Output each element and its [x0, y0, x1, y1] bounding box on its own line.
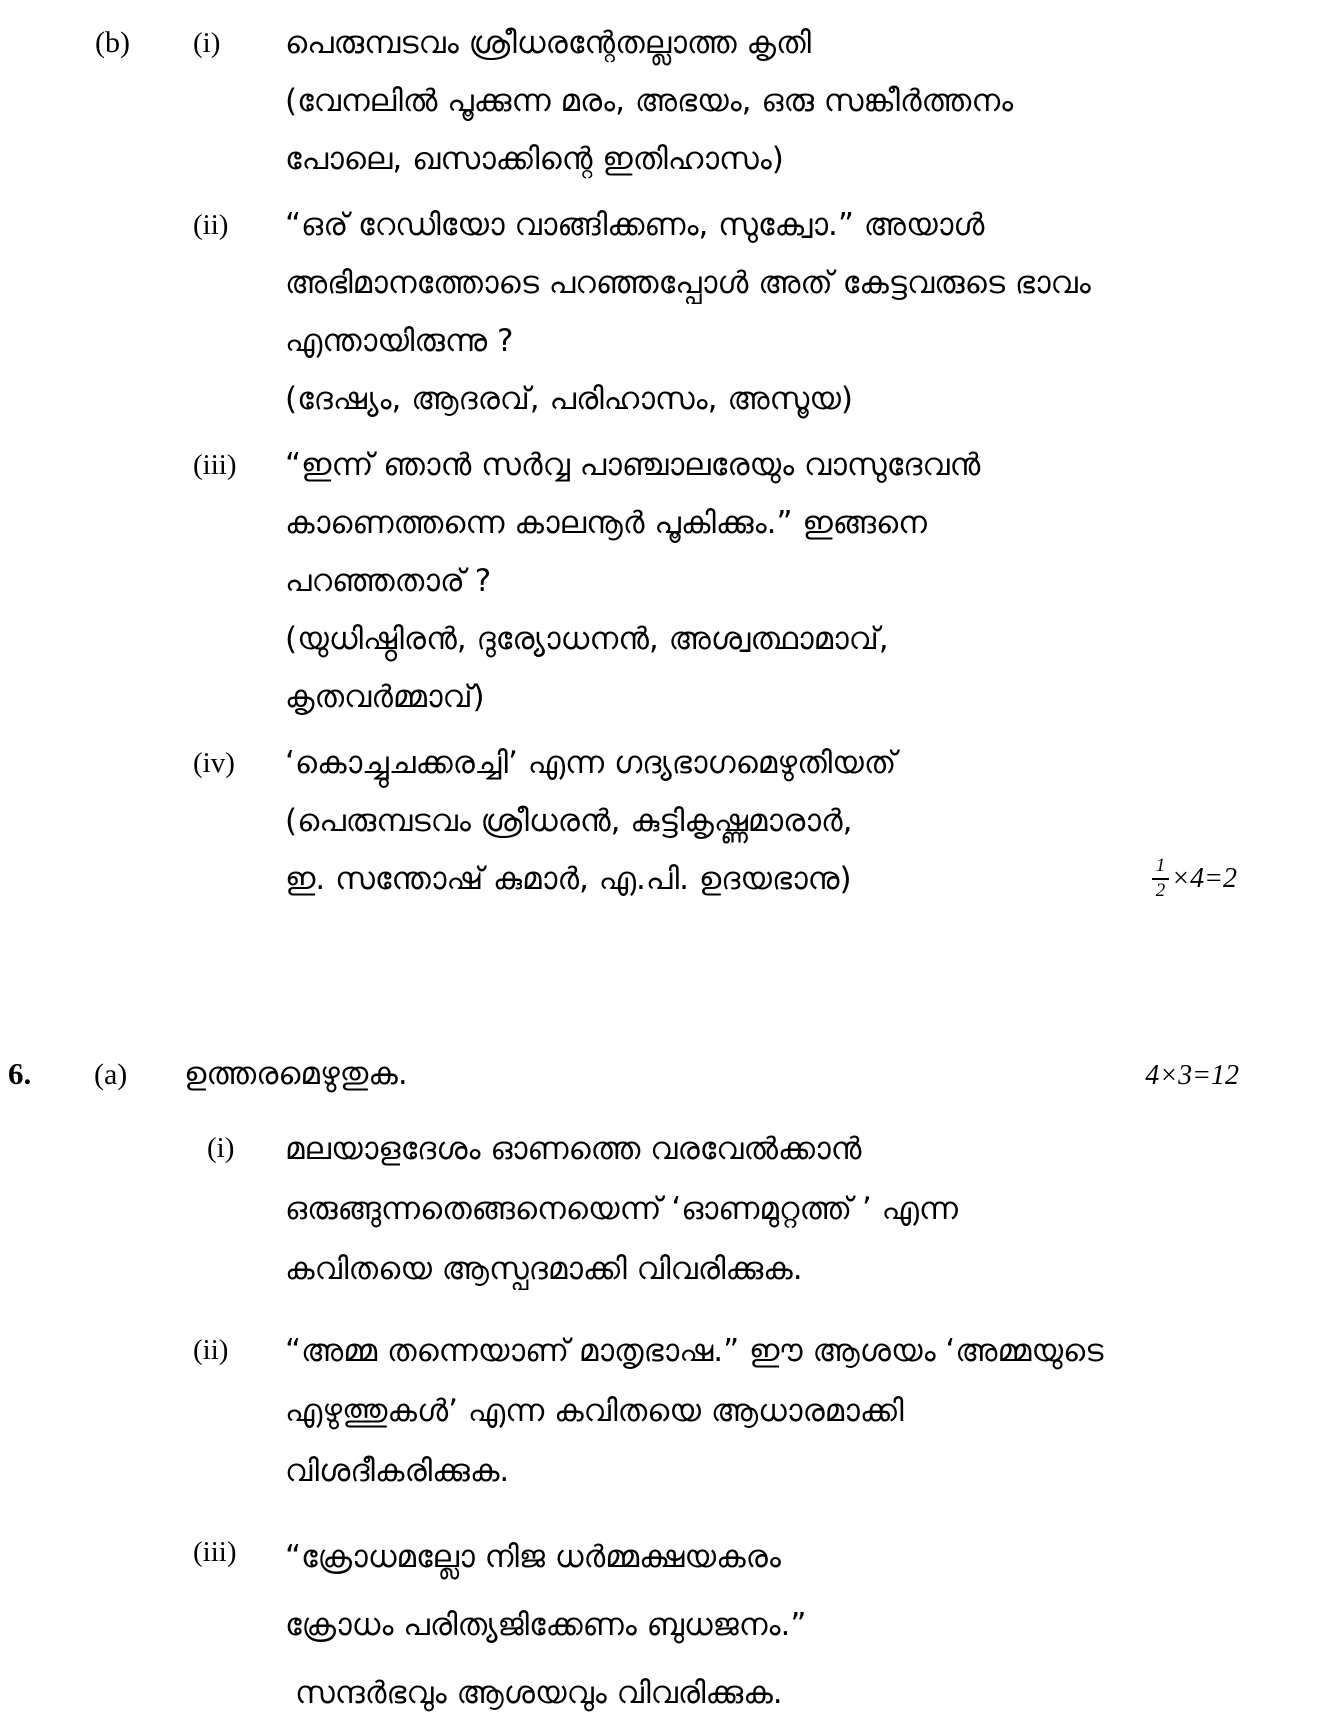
question-line: (ദേഷ്യം, ആദരവ്, പരിഹാസം, അസൂയ) [285, 381, 854, 417]
question-b-label: (b) [95, 26, 130, 59]
question-line: കാണെത്തന്നെ കാലനൂർ പൂകിക്കും.” ഇങ്ങനെ [285, 505, 927, 541]
roman-label-ii: (ii) [193, 1334, 229, 1366]
question-line: (പെരുമ്പടവം ശ്രീധരൻ, കുട്ടികൃഷ്ണമാരാർ, [285, 803, 853, 839]
fraction-one-half [1152, 856, 1170, 902]
marks-suffix: ×4=2 [1171, 863, 1237, 894]
question-line: പെരുമ്പടവം ശ്രീധരന്റേതല്ലാത്ത കൃതി [285, 25, 812, 61]
question-text-block [285, 1321, 1323, 1501]
question-6-item-i [0, 1119, 1323, 1299]
marks-four-times-three: 4×3=12 [1145, 1060, 1239, 1091]
question-6-header [0, 1056, 1323, 1093]
question-text-block [285, 436, 1323, 726]
question-b-item-iv [0, 734, 1323, 908]
question-6-section [0, 1056, 1323, 1727]
question-line: (യുധിഷ്ഠിരൻ, ദുര്യോധനൻ, അശ്വത്ഥാമാവ്, [285, 621, 889, 657]
fraction-denominator: 2 [1155, 880, 1166, 901]
roman-label-iv: (iv) [193, 747, 235, 779]
question-text-block [285, 196, 1323, 428]
question-line: ക്രോധം പരിത്യജിക്കേണം ബുധജനം.” [285, 1607, 807, 1643]
question-line: (വേനലിൽ പൂക്കുന്ന മരം, അഭയം, ഒരു സങ്കീർത്തനം [285, 83, 1014, 119]
question-line: ‘കൊച്ചുചക്കരച്ചി’ എന്ന ഗദ്യഭാഗമെഴുതിയത് [285, 745, 897, 781]
question-line: എഴുത്തുകൾ’ എന്ന കവിതയെ ആധാരമാക്കി [285, 1393, 904, 1429]
question-text-block [285, 14, 1323, 188]
question-line: വിശദീകരിക്കുക. [285, 1453, 510, 1489]
question-line: ഇ. സന്തോഷ് കുമാർ, എ.പി. ഉദയഭാനു) [285, 861, 852, 897]
question-b-section [0, 14, 1323, 908]
question-line: “ഒര് റേഡിയോ വാങ്ങിക്കണം, സുക്വോ.” അയാൾ [285, 207, 985, 243]
question-line: ഒരുങ്ങുന്നതെങ്ങനെയെന്ന് ‘ഓണമുറ്റത്ത് ’ എന്ന [285, 1191, 958, 1227]
roman-label-i: (i) [207, 1132, 235, 1164]
question-text-block [285, 1523, 1323, 1727]
question-line: “ക്രോധമല്ലോ നിജ ധർമ്മക്ഷയകരം [285, 1539, 781, 1575]
marks-half-times-four [1152, 850, 1237, 908]
question-6-item-ii [0, 1321, 1323, 1501]
roman-label-iii: (iii) [193, 1536, 237, 1568]
question-heading-row [184, 1056, 1323, 1093]
question-text-block [285, 1119, 1323, 1299]
question-sub-label: (a) [94, 1058, 128, 1091]
question-6-item-iii [0, 1523, 1323, 1727]
question-line: അഭിമാനത്തോടെ പറഞ്ഞപ്പോൾ അത് കേട്ടവരുടെ ഭാവം [285, 265, 1091, 301]
question-b-item-iii [0, 436, 1323, 726]
question-line-with-marks [285, 850, 1263, 908]
question-line: പറഞ്ഞതാര് ? [285, 563, 492, 599]
question-b-item-i [0, 14, 1323, 188]
question-line: കവിതയെ ആസ്പദമാക്കി വിവരിക്കുക. [285, 1251, 803, 1287]
question-text-block [285, 734, 1323, 908]
question-line: മലയാളദേശം ഓണത്തെ വരവേൽക്കാൻ [285, 1131, 862, 1167]
question-line: സന്ദർഭവും ആശയവും വിവരിക്കുക. [295, 1675, 783, 1711]
question-line: എന്തായിരുന്നു ? [285, 323, 514, 359]
fraction-numerator: 1 [1152, 856, 1170, 880]
question-number: 6. [8, 1056, 32, 1091]
question-line: കൃതവർമ്മാവ്) [285, 679, 485, 715]
question-line: പോലെ, ഖസാക്കിന്റെ ഇതിഹാസം) [285, 141, 784, 177]
roman-label-iii: (iii) [193, 449, 237, 481]
question-b-item-ii [0, 196, 1323, 428]
question-line: “അമ്മ തന്നെയാണ് മാതൃഭാഷ.” ഈ ആശയം ‘അമ്മയുടെ [285, 1333, 1104, 1369]
question-line: “ഇന്ന് ഞാൻ സർവ്വ പാഞ്ചാലരേയും വാസുദേവൻ [285, 447, 981, 483]
roman-label-i: (i) [193, 27, 221, 59]
question-heading: ഉത്തരമെഴുതുക. [184, 1056, 408, 1092]
roman-label-ii: (ii) [193, 209, 229, 241]
